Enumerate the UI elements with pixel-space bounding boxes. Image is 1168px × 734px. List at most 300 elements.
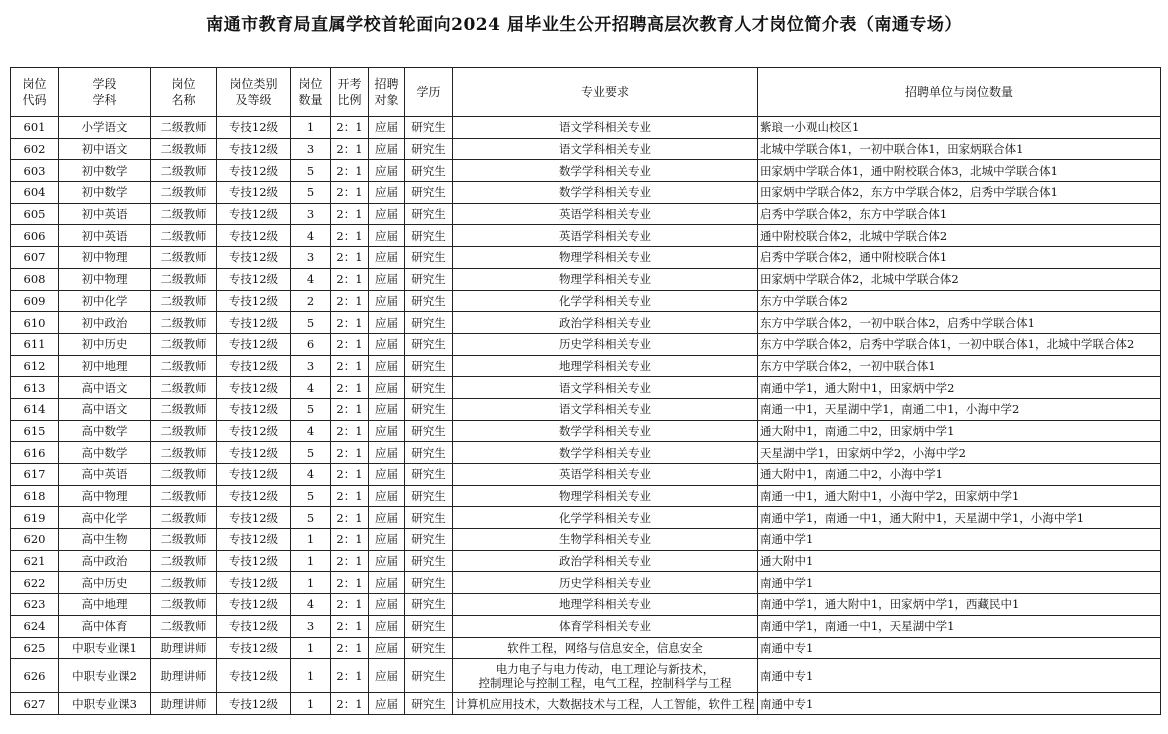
- cell-units: 启秀中学联合体2，通中附校联合体1: [758, 247, 1161, 269]
- cell-edu: 研究生: [405, 693, 453, 715]
- cell-units: 通大附中1: [758, 550, 1161, 572]
- table-row: [11, 290, 1161, 312]
- cell-subject: 初中物理: [59, 268, 151, 290]
- cell-ratio: 2：1: [331, 693, 369, 715]
- major-line: 历史学科相关专业: [559, 337, 651, 352]
- cell-code: 608: [11, 268, 59, 290]
- cell-edu: 研究生: [405, 659, 453, 693]
- cell-post: 二级教师: [151, 420, 217, 442]
- cell-grade: 专技12级: [217, 138, 291, 160]
- cell-post: 助理讲师: [151, 693, 217, 715]
- cell-num: 5: [291, 398, 331, 420]
- cell-grade: 专技12级: [217, 225, 291, 247]
- major-line: 体育学科相关专业: [559, 619, 651, 634]
- cell-target: 应届: [369, 117, 405, 139]
- cell-units: 通大附中1，南通二中2，田家炳中学1: [758, 420, 1161, 442]
- cell-units: 东方中学联合体2: [758, 290, 1161, 312]
- cell-num: 1: [291, 529, 331, 551]
- cell-edu: 研究生: [405, 420, 453, 442]
- cell-ratio: 2：1: [331, 290, 369, 312]
- cell-num: 3: [291, 203, 331, 225]
- cell-ratio: 2：1: [331, 117, 369, 139]
- cell-post: 二级教师: [151, 247, 217, 269]
- cell-ratio: 2：1: [331, 550, 369, 572]
- cell-post: 二级教师: [151, 290, 217, 312]
- cell-ratio: 2：1: [331, 398, 369, 420]
- header-grade: [217, 68, 291, 117]
- cell-grade: 专技12级: [217, 420, 291, 442]
- cell-num: 4: [291, 225, 331, 247]
- cell-post: 二级教师: [151, 268, 217, 290]
- cell-post: 二级教师: [151, 442, 217, 464]
- header-text: 学历: [416, 85, 441, 99]
- cell-num: 5: [291, 312, 331, 334]
- cell-major: [453, 268, 758, 290]
- major-line: 计算机应用技术，大数据技术与工程，人工智能，软件工程: [455, 696, 755, 711]
- cell-code: 604: [11, 182, 59, 204]
- cell-subject: 高中英语: [59, 464, 151, 486]
- cell-edu: 研究生: [405, 442, 453, 464]
- cell-grade: 专技12级: [217, 637, 291, 659]
- cell-target: 应届: [369, 659, 405, 693]
- cell-units: 南通中专1: [758, 659, 1161, 693]
- cell-units: 东方中学联合体2，一初中联合体2，启秀中学联合体1: [758, 312, 1161, 334]
- table-row: [11, 355, 1161, 377]
- cell-grade: 专技12级: [217, 507, 291, 529]
- cell-subject: 高中语文: [59, 377, 151, 399]
- cell-edu: 研究生: [405, 398, 453, 420]
- major-line: 物理学科相关专业: [559, 272, 651, 287]
- cell-num: 1: [291, 550, 331, 572]
- table-header: [11, 68, 1161, 117]
- cell-subject: 初中英语: [59, 225, 151, 247]
- cell-edu: 研究生: [405, 333, 453, 355]
- cell-units: 南通中学1，通大附中1，田家炳中学1，西藏民中1: [758, 594, 1161, 616]
- cell-major: [453, 594, 758, 616]
- cell-post: 助理讲师: [151, 637, 217, 659]
- cell-post: 二级教师: [151, 615, 217, 637]
- cell-edu: 研究生: [405, 594, 453, 616]
- header-units: [758, 68, 1161, 117]
- cell-grade: 专技12级: [217, 485, 291, 507]
- cell-num: 1: [291, 693, 331, 715]
- cell-post: 二级教师: [151, 355, 217, 377]
- page-title: 南通市教育局直属学校首轮面向2024 届毕业生公开招聘高层次教育人才岗位简介表（南通专场）: [206, 15, 962, 35]
- cell-subject: 高中化学: [59, 507, 151, 529]
- cell-target: 应届: [369, 420, 405, 442]
- major-line: 英语学科相关专业: [559, 207, 651, 222]
- cell-target: 应届: [369, 312, 405, 334]
- table-row: [11, 659, 1161, 693]
- table-row: [11, 615, 1161, 637]
- header-post: [151, 68, 217, 117]
- major-line: 地理学科相关专业: [559, 358, 651, 373]
- cell-subject: 高中语文: [59, 398, 151, 420]
- cell-num: 1: [291, 117, 331, 139]
- table-row: [11, 160, 1161, 182]
- cell-units: 南通中专1: [758, 637, 1161, 659]
- cell-subject: 中职专业课2: [59, 659, 151, 693]
- cell-major: [453, 398, 758, 420]
- cell-code: 607: [11, 247, 59, 269]
- cell-num: 4: [291, 420, 331, 442]
- cell-major: [453, 615, 758, 637]
- cell-num: 3: [291, 247, 331, 269]
- major-line: 语文学科相关专业: [559, 380, 651, 395]
- cell-code: 616: [11, 442, 59, 464]
- cell-edu: 研究生: [405, 268, 453, 290]
- cell-major: [453, 659, 758, 693]
- cell-code: 609: [11, 290, 59, 312]
- major-line: 数学学科相关专业: [559, 423, 651, 438]
- cell-grade: 专技12级: [217, 529, 291, 551]
- cell-ratio: 2：1: [331, 637, 369, 659]
- cell-edu: 研究生: [405, 485, 453, 507]
- cell-target: 应届: [369, 615, 405, 637]
- cell-subject: 初中化学: [59, 290, 151, 312]
- cell-code: 613: [11, 377, 59, 399]
- cell-target: 应届: [369, 693, 405, 715]
- cell-target: 应届: [369, 485, 405, 507]
- major-line: 语文学科相关专业: [559, 402, 651, 417]
- cell-post: 二级教师: [151, 117, 217, 139]
- cell-target: 应届: [369, 594, 405, 616]
- cell-ratio: 2：1: [331, 659, 369, 693]
- table-row: [11, 420, 1161, 442]
- cell-major: [453, 160, 758, 182]
- cell-code: 606: [11, 225, 59, 247]
- header-text: 岗位: [171, 77, 196, 91]
- major-line: 语文学科相关专业: [559, 142, 651, 157]
- cell-code: 625: [11, 637, 59, 659]
- table-row: [11, 442, 1161, 464]
- header-text: 学段: [92, 77, 117, 91]
- header-text: 学科: [92, 93, 117, 107]
- cell-ratio: 2：1: [331, 225, 369, 247]
- major-line: 化学学科相关专业: [559, 293, 651, 308]
- cell-subject: 高中数学: [59, 420, 151, 442]
- cell-major: [453, 138, 758, 160]
- cell-code: 618: [11, 485, 59, 507]
- cell-target: 应届: [369, 138, 405, 160]
- cell-major: [453, 203, 758, 225]
- major-line: 数学学科相关专业: [559, 185, 651, 200]
- cell-subject: 高中历史: [59, 572, 151, 594]
- cell-post: 二级教师: [151, 398, 217, 420]
- cell-grade: 专技12级: [217, 203, 291, 225]
- cell-code: 603: [11, 160, 59, 182]
- cell-subject: 初中地理: [59, 355, 151, 377]
- table-row: [11, 529, 1161, 551]
- cell-grade: 专技12级: [217, 333, 291, 355]
- cell-edu: 研究生: [405, 637, 453, 659]
- cell-units: 启秀中学联合体2，东方中学联合体1: [758, 203, 1161, 225]
- cell-num: 3: [291, 138, 331, 160]
- major-line: 物理学科相关专业: [559, 250, 651, 265]
- cell-ratio: 2：1: [331, 333, 369, 355]
- cell-num: 2: [291, 290, 331, 312]
- cell-edu: 研究生: [405, 312, 453, 334]
- table-row: [11, 550, 1161, 572]
- cell-subject: 高中物理: [59, 485, 151, 507]
- cell-code: 614: [11, 398, 59, 420]
- header-major: [453, 68, 758, 117]
- cell-post: 二级教师: [151, 203, 217, 225]
- major-line: 生物学科相关专业: [559, 532, 651, 547]
- major-line: 数学学科相关专业: [559, 445, 651, 460]
- cell-target: 应届: [369, 550, 405, 572]
- cell-target: 应届: [369, 572, 405, 594]
- cell-target: 应届: [369, 247, 405, 269]
- cell-subject: 初中物理: [59, 247, 151, 269]
- cell-grade: 专技12级: [217, 659, 291, 693]
- cell-grade: 专技12级: [217, 377, 291, 399]
- cell-target: 应届: [369, 290, 405, 312]
- cell-num: 5: [291, 485, 331, 507]
- major-line: 控制理论与控制工程，电气工程，控制科学与工程: [478, 675, 732, 690]
- cell-grade: 专技12级: [217, 398, 291, 420]
- cell-edu: 研究生: [405, 529, 453, 551]
- table-row: [11, 138, 1161, 160]
- cell-code: 601: [11, 117, 59, 139]
- cell-major: [453, 485, 758, 507]
- cell-code: 620: [11, 529, 59, 551]
- cell-grade: 专技12级: [217, 117, 291, 139]
- cell-code: 615: [11, 420, 59, 442]
- cell-subject: 初中政治: [59, 312, 151, 334]
- cell-code: 626: [11, 659, 59, 693]
- cell-num: 4: [291, 464, 331, 486]
- table-row: [11, 485, 1161, 507]
- cell-units: 天星湖中学1，田家炳中学2，小海中学2: [758, 442, 1161, 464]
- cell-post: 二级教师: [151, 312, 217, 334]
- cell-edu: 研究生: [405, 290, 453, 312]
- cell-major: [453, 637, 758, 659]
- cell-units: 田家炳中学联合体1，通中附校联合体3，北城中学联合体1: [758, 160, 1161, 182]
- cell-major: [453, 529, 758, 551]
- cell-grade: 专技12级: [217, 268, 291, 290]
- cell-units: 南通中学1，通大附中1，田家炳中学2: [758, 377, 1161, 399]
- header-text: 岗位: [298, 77, 323, 91]
- header-edu: [405, 68, 453, 117]
- cell-major: [453, 507, 758, 529]
- cell-units: 南通一中1，通大附中1，小海中学2，田家炳中学1: [758, 485, 1161, 507]
- cell-subject: 初中数学: [59, 160, 151, 182]
- cell-num: 1: [291, 572, 331, 594]
- cell-major: [453, 572, 758, 594]
- cell-subject: 初中历史: [59, 333, 151, 355]
- cell-num: 4: [291, 377, 331, 399]
- cell-grade: 专技12级: [217, 355, 291, 377]
- table-row: [11, 203, 1161, 225]
- major-line: 英语学科相关专业: [559, 467, 651, 482]
- cell-target: 应届: [369, 442, 405, 464]
- cell-code: 627: [11, 693, 59, 715]
- major-line: 政治学科相关专业: [559, 554, 651, 569]
- cell-edu: 研究生: [405, 507, 453, 529]
- cell-grade: 专技12级: [217, 182, 291, 204]
- cell-grade: 专技12级: [217, 572, 291, 594]
- major-line: 电力电子与电力传动，电工理论与新技术，: [495, 661, 715, 676]
- cell-major: [453, 377, 758, 399]
- cell-ratio: 2：1: [331, 572, 369, 594]
- cell-post: 二级教师: [151, 377, 217, 399]
- cell-ratio: 2：1: [331, 507, 369, 529]
- cell-code: 610: [11, 312, 59, 334]
- cell-major: [453, 247, 758, 269]
- header-text: 岗位: [22, 77, 47, 91]
- cell-ratio: 2：1: [331, 529, 369, 551]
- cell-ratio: 2：1: [331, 464, 369, 486]
- cell-subject: 中职专业课3: [59, 693, 151, 715]
- cell-subject: 高中地理: [59, 594, 151, 616]
- cell-post: 助理讲师: [151, 659, 217, 693]
- cell-num: 4: [291, 268, 331, 290]
- cell-target: 应届: [369, 268, 405, 290]
- cell-units: 田家炳中学联合体2，北城中学联合体2: [758, 268, 1161, 290]
- header-text: 数量: [298, 93, 323, 107]
- cell-code: 623: [11, 594, 59, 616]
- cell-num: 3: [291, 355, 331, 377]
- cell-num: 5: [291, 160, 331, 182]
- cell-code: 605: [11, 203, 59, 225]
- cell-ratio: 2：1: [331, 420, 369, 442]
- major-line: 物理学科相关专业: [559, 489, 651, 504]
- cell-units: 东方中学联合体2，启秀中学联合体1，一初中联合体1，北城中学联合体2: [758, 333, 1161, 355]
- cell-num: 6: [291, 333, 331, 355]
- cell-units: 南通中学1，南通一中1，天星湖中学1: [758, 615, 1161, 637]
- cell-post: 二级教师: [151, 594, 217, 616]
- cell-ratio: 2：1: [331, 355, 369, 377]
- cell-target: 应届: [369, 225, 405, 247]
- cell-grade: 专技12级: [217, 615, 291, 637]
- cell-edu: 研究生: [405, 464, 453, 486]
- cell-units: 东方中学联合体2，一初中联合体1: [758, 355, 1161, 377]
- header-text: 比例: [337, 93, 362, 107]
- cell-subject: 初中英语: [59, 203, 151, 225]
- table-row: [11, 693, 1161, 715]
- table-body: [11, 117, 1161, 715]
- cell-num: 3: [291, 615, 331, 637]
- cell-edu: 研究生: [405, 138, 453, 160]
- cell-units: 田家炳中学联合体2，东方中学联合体2，启秀中学联合体1: [758, 182, 1161, 204]
- header-num: [291, 68, 331, 117]
- cell-major: [453, 442, 758, 464]
- cell-edu: 研究生: [405, 203, 453, 225]
- cell-major: [453, 117, 758, 139]
- table-row: [11, 312, 1161, 334]
- cell-subject: 初中数学: [59, 182, 151, 204]
- table-row: [11, 225, 1161, 247]
- cell-major: [453, 333, 758, 355]
- cell-grade: 专技12级: [217, 693, 291, 715]
- cell-units: 通中附校联合体2，北城中学联合体2: [758, 225, 1161, 247]
- table-row: [11, 117, 1161, 139]
- cell-post: 二级教师: [151, 529, 217, 551]
- cell-subject: 高中生物: [59, 529, 151, 551]
- cell-target: 应届: [369, 333, 405, 355]
- cell-units: 南通中学1: [758, 529, 1161, 551]
- cell-grade: 专技12级: [217, 442, 291, 464]
- cell-major: [453, 225, 758, 247]
- cell-ratio: 2：1: [331, 442, 369, 464]
- header-text: 招聘: [374, 77, 399, 91]
- cell-ratio: 2：1: [331, 268, 369, 290]
- cell-post: 二级教师: [151, 138, 217, 160]
- cell-units: 北城中学联合体1，一初中联合体1，田家炳联合体1: [758, 138, 1161, 160]
- cell-target: 应届: [369, 507, 405, 529]
- major-line: 语文学科相关专业: [559, 120, 651, 135]
- cell-subject: 高中数学: [59, 442, 151, 464]
- major-line: 数学学科相关专业: [559, 163, 651, 178]
- cell-major: [453, 693, 758, 715]
- cell-subject: 中职专业课1: [59, 637, 151, 659]
- cell-ratio: 2：1: [331, 247, 369, 269]
- cell-units: 南通一中1，天星湖中学1，南通二中1，小海中学2: [758, 398, 1161, 420]
- cell-post: 二级教师: [151, 507, 217, 529]
- header-ratio: [331, 68, 369, 117]
- cell-edu: 研究生: [405, 182, 453, 204]
- cell-subject: 初中语文: [59, 138, 151, 160]
- cell-target: 应届: [369, 203, 405, 225]
- cell-major: [453, 550, 758, 572]
- header-text: 招聘单位与岗位数量: [904, 85, 1013, 99]
- cell-grade: 专技12级: [217, 550, 291, 572]
- cell-post: 二级教师: [151, 160, 217, 182]
- table-row: [11, 182, 1161, 204]
- cell-target: 应届: [369, 637, 405, 659]
- header-text: 代码: [22, 93, 47, 107]
- cell-edu: 研究生: [405, 225, 453, 247]
- cell-code: 621: [11, 550, 59, 572]
- cell-grade: 专技12级: [217, 290, 291, 312]
- cell-major: [453, 420, 758, 442]
- table-row: [11, 247, 1161, 269]
- table-row: [11, 464, 1161, 486]
- cell-major: [453, 182, 758, 204]
- header-target: [369, 68, 405, 117]
- cell-num: 1: [291, 659, 331, 693]
- cell-code: 624: [11, 615, 59, 637]
- cell-edu: 研究生: [405, 160, 453, 182]
- cell-grade: 专技12级: [217, 312, 291, 334]
- cell-target: 应届: [369, 182, 405, 204]
- cell-code: 617: [11, 464, 59, 486]
- cell-num: 1: [291, 637, 331, 659]
- table-row: [11, 398, 1161, 420]
- header-text: 专业要求: [580, 85, 629, 99]
- cell-target: 应届: [369, 160, 405, 182]
- cell-units: 紫琅一小观山校区1: [758, 117, 1161, 139]
- recruitment-table: [10, 67, 1161, 715]
- cell-num: 5: [291, 182, 331, 204]
- cell-ratio: 2：1: [331, 594, 369, 616]
- cell-units: 通大附中1，南通二中2，小海中学1: [758, 464, 1161, 486]
- table-row: [11, 637, 1161, 659]
- cell-grade: 专技12级: [217, 247, 291, 269]
- cell-target: 应届: [369, 355, 405, 377]
- cell-ratio: 2：1: [331, 377, 369, 399]
- cell-target: 应届: [369, 464, 405, 486]
- cell-ratio: 2：1: [331, 160, 369, 182]
- header-subject: [59, 68, 151, 117]
- table-row: [11, 333, 1161, 355]
- header-text: 对象: [374, 93, 399, 107]
- cell-target: 应届: [369, 377, 405, 399]
- major-line: 英语学科相关专业: [559, 228, 651, 243]
- cell-ratio: 2：1: [331, 615, 369, 637]
- cell-grade: 专技12级: [217, 594, 291, 616]
